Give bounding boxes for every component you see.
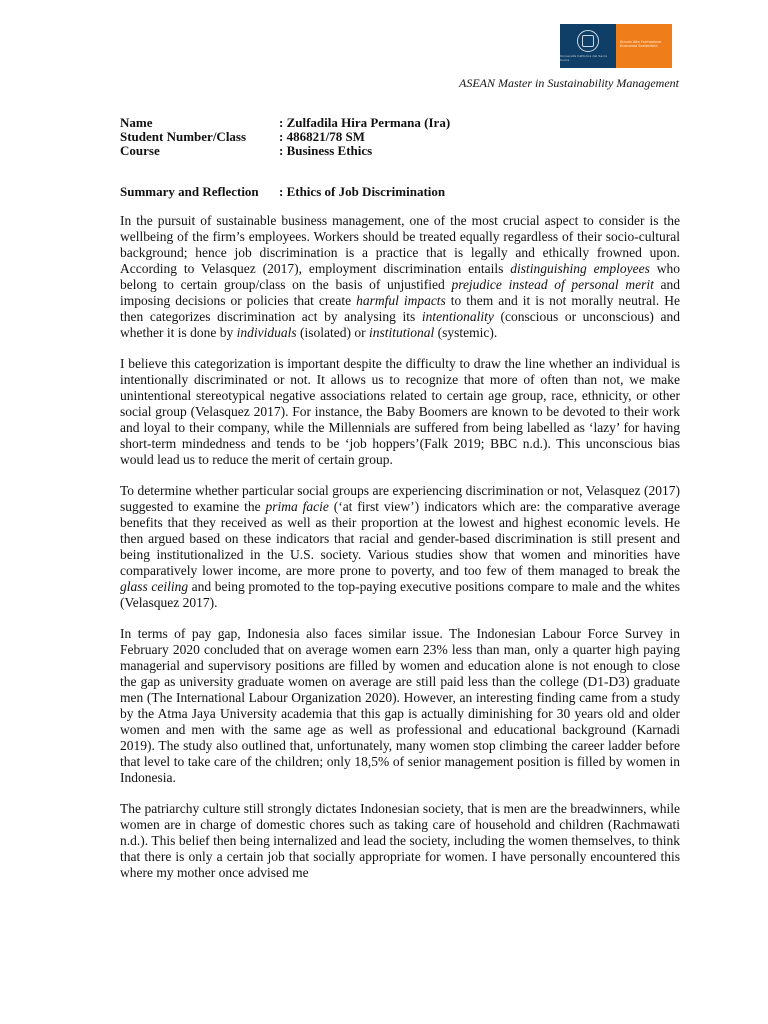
p1-text-m: (systemic). xyxy=(434,325,498,340)
p1-text-a: In the pursuit of sustainable business management, one of the most crucial aspect to consider is the wellbeing of the firm’s employees. Workers should be treated equally regardless of their socio-cultural background; hence job discrimination is a practice that is legally and ethically frowned upon. According to Velasquez (2017), employment discrimination entails xyxy=(120,213,680,276)
summary-label: Summary and Reflection xyxy=(120,184,259,199)
p1-em-l: institutional xyxy=(368,325,435,340)
student-label: Student Number/Class xyxy=(120,129,247,144)
program-title: ASEAN Master in Sustainability Management xyxy=(459,76,679,90)
p1-text-k: (isolated) or xyxy=(296,325,369,340)
meta-row-course xyxy=(120,144,450,158)
p1-text-i: (conscious or unconscious) and whether it is done by xyxy=(120,309,681,340)
p1-em-j: individuals xyxy=(236,325,297,340)
name-label: Name xyxy=(120,115,153,130)
p3-em-d: glass ceiling xyxy=(120,579,189,594)
p3-text-a: To determine whether particular social groups are experiencing discrimination or not, Velasquez (2017) suggested to examine the xyxy=(120,483,680,514)
logo-blue-text: Università Cattolica del Sacro Cuore xyxy=(560,54,608,62)
paragraph-2: I believe this categorization is important despite the difficulty to draw the line whether an individual is intentionally discriminated or not. It allows us to recognize that more of often than not, we make unintentional stereotypical negative associations related to certain age group, race, ethnicity, or other social group (Velasquez 2017). For instance, the Baby Boomers are known to be devoted to their work and loyal to their company, while the Millennials are suffered from being labelled as ‘lazy’ for having short-term mindedness and tends to be ‘job hoppers’(Falk 2019; BBC n.d.). This unconscious bias would lead us to reduce the merit of certain group. xyxy=(120,356,680,467)
p1-em-h: intentionality xyxy=(421,309,494,324)
meta-row-student xyxy=(120,130,450,144)
p1-text-c: who belong to certain group/class on the basis of unjustified xyxy=(120,261,681,292)
p1-text-g: to them and it is not morally neutral. He then categorizes discrimination act by analysing its xyxy=(120,293,680,324)
student-meta xyxy=(120,116,450,158)
logo-orange-text: Scuola Alta Formazione Economia Sostenibile xyxy=(620,40,662,48)
logo-orange-block xyxy=(616,24,672,68)
paragraph-5: The patriarchy culture still strongly dictates Indonesian society, that is men are the breadwinners, while women are in charge of domestic chores such as taking care of household and children (Rachmawati n.d.). This belief then being internalized and lead the society, including the women themselves, to think that there is only a certain job that socially appropriate for women. I have personally encountered this where my mother once advised me xyxy=(120,801,680,880)
course-value: : Business Ethics xyxy=(279,143,373,158)
p1-text-e: and imposing decisions or policies that create xyxy=(120,277,680,308)
p1-em-d: prejudice instead of personal merit xyxy=(451,277,654,292)
meta-row-name xyxy=(120,116,450,130)
summary-value: : Ethics of Job Discrimination xyxy=(279,184,446,199)
seal-icon xyxy=(577,30,599,52)
summary-heading xyxy=(120,184,445,200)
p1-em-b: distinguishing employees xyxy=(510,261,650,276)
p1-em-f: harmful impacts xyxy=(356,293,446,308)
p3-text-e: and being promoted to the top-paying executive positions compare to male and the whites (Velasquez 2017). xyxy=(120,579,681,610)
paragraph-4: In terms of pay gap, Indonesia also faces similar issue. The Indonesian Labour Force Survey in February 2020 concluded that on average women earn 23% less than man, only a quarter high paying managerial and supervisory positions are filled by women and education alone is not enough to close the gap as university graduate women on average are still paid less than the college (D1-D3) graduate men (The International Labour Organization 2020). However, an interesting finding came from a study by the Atma Jaya University academia that this gap is actually diminishing for 30 years old and older women and men with the same age as well as professional and educational background (Karnadi 2019). The study also outlined that, unfortunately, many women stop climbing the career ladder before that level to take care of the children; only 18,5% of senior management position is filled by women in Indonesia. xyxy=(120,626,680,785)
p3-text-c: (‘at first view’) indicators which are: the comparative average benefits that they received as well as their proportion at the lowest and highest economic levels. He then argued based on these indicators that racial and gender-based discrimination is still present and being institutionalized in the U.S. society. Various studies show that women and minorities have comparatively lower income, are more prone to poverty, and too few of them managed to break the xyxy=(120,499,681,578)
logo-blue-block xyxy=(560,24,616,68)
name-value: : Zulfadila Hira Permana (Ira) xyxy=(279,115,451,130)
paragraph-1 xyxy=(120,213,680,341)
course-label: Course xyxy=(120,143,160,158)
university-logo xyxy=(560,24,672,68)
student-value: : 486821/78 SM xyxy=(279,129,365,144)
paragraph-3 xyxy=(120,483,680,611)
document-body xyxy=(120,213,680,881)
p3-em-b: prima facie xyxy=(265,499,329,514)
